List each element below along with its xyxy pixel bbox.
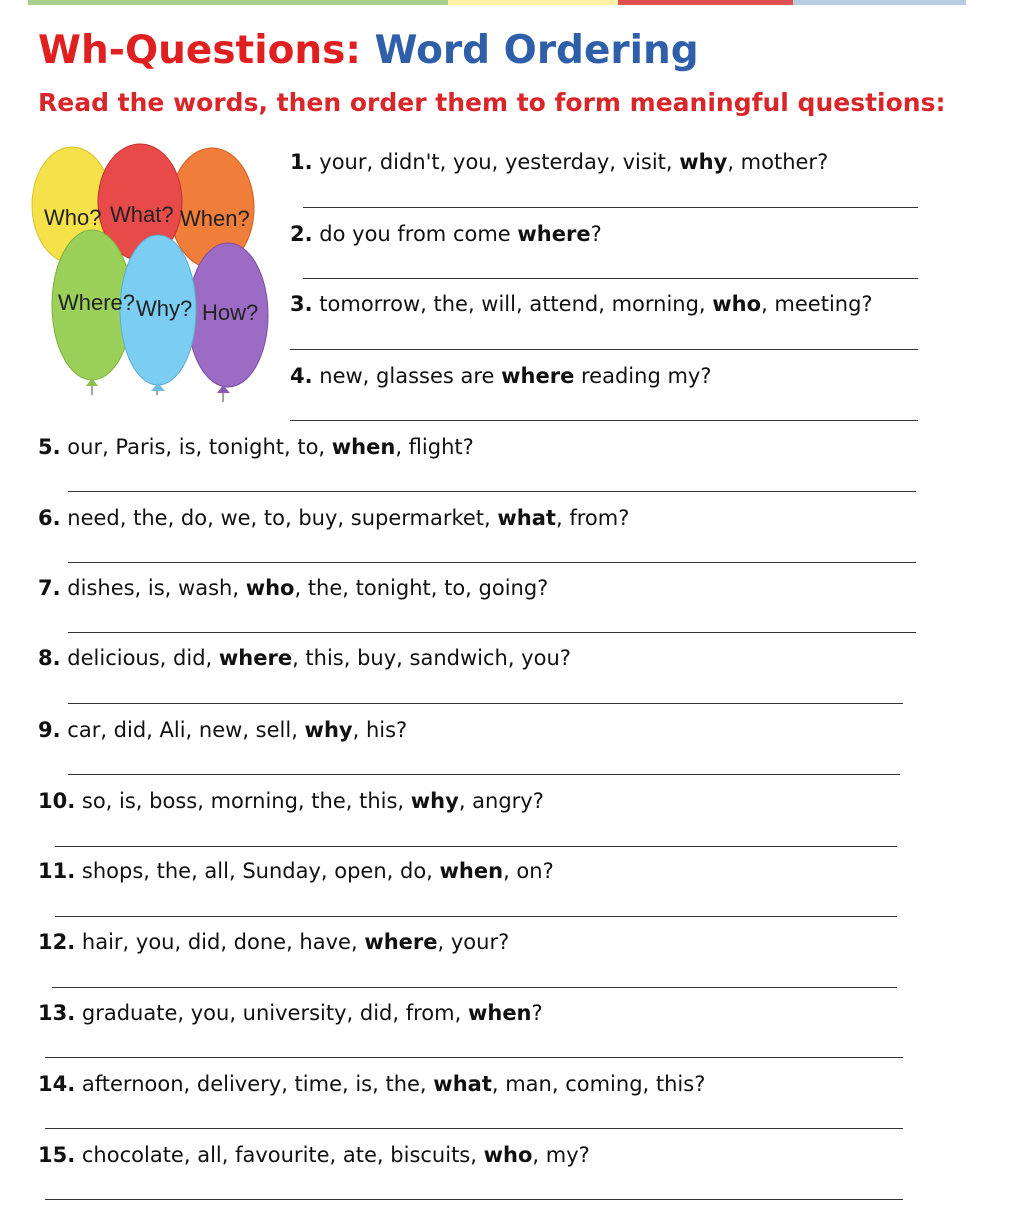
instructions: Read the words, then order them to form meaningful questions:	[38, 88, 946, 117]
answer-line-9[interactable]	[68, 774, 900, 775]
question-number: 1.	[290, 150, 313, 174]
question-text-pre: do you from come	[319, 222, 518, 246]
question-number: 7.	[38, 576, 61, 600]
question-wh-word: where	[364, 930, 438, 954]
question-text-post: , my?	[532, 1143, 590, 1167]
question-9	[38, 718, 407, 742]
question-text-post: ?	[531, 1001, 543, 1025]
question-15	[38, 1143, 590, 1167]
question-text-post: , mother?	[727, 150, 829, 174]
answer-line-5[interactable]	[68, 491, 916, 492]
question-8	[38, 646, 571, 670]
question-text-post: ?	[590, 222, 602, 246]
question-text-pre: afternoon, delivery, time, is, the,	[81, 1072, 434, 1096]
question-wh-word: when	[439, 859, 504, 883]
question-number: 6.	[38, 506, 61, 530]
question-wh-word: where	[218, 646, 293, 670]
title-part-2: Word Ordering	[374, 28, 699, 73]
answer-line-1[interactable]	[303, 207, 918, 208]
question-number: 11.	[38, 859, 76, 883]
question-number: 14.	[38, 1072, 76, 1096]
question-wh-word: what	[433, 1072, 492, 1096]
answer-line-2[interactable]	[303, 278, 918, 279]
question-4	[290, 364, 711, 388]
question-text-post: , this, buy, sandwich, you?	[292, 646, 571, 670]
question-wh-word: why	[304, 718, 353, 742]
question-text-post: , from?	[555, 506, 630, 530]
page-title	[38, 28, 699, 73]
question-text-post: , man, coming, this?	[491, 1072, 706, 1096]
answer-line-10[interactable]	[55, 846, 897, 847]
question-text-post: reading my?	[574, 364, 712, 388]
question-number: 9.	[38, 718, 61, 742]
answer-line-6[interactable]	[68, 562, 916, 563]
balloon-label-where: Where?	[58, 290, 136, 315]
question-2	[290, 222, 602, 246]
answer-line-7[interactable]	[68, 632, 916, 633]
question-text-pre: delicious, did,	[67, 646, 219, 670]
question-text-post: , your?	[437, 930, 510, 954]
question-11	[38, 859, 554, 883]
answer-line-12[interactable]	[52, 987, 897, 988]
topbar-segment-blue	[793, 0, 966, 5]
question-13	[38, 1001, 543, 1025]
question-number: 5.	[38, 435, 61, 459]
answer-line-14[interactable]	[45, 1128, 903, 1129]
question-wh-word: why	[679, 150, 728, 174]
answer-line-13[interactable]	[45, 1057, 903, 1058]
answer-line-8[interactable]	[68, 703, 903, 704]
question-5	[38, 435, 474, 459]
question-text-pre: so, is, boss, morning, the, this,	[81, 789, 411, 813]
question-wh-word: why	[410, 789, 459, 813]
balloons-illustration	[30, 140, 280, 410]
question-14	[38, 1072, 705, 1096]
question-text-pre: dishes, is, wash,	[67, 576, 246, 600]
question-text-pre: need, the, do, we, to, buy, supermarket,	[67, 506, 498, 530]
question-text-pre: graduate, you, university, did, from,	[81, 1001, 468, 1025]
answer-line-11[interactable]	[55, 916, 897, 917]
topbar-segment-green	[28, 0, 448, 5]
answer-line-3[interactable]	[290, 349, 918, 350]
question-wh-word: where	[501, 364, 575, 388]
question-number: 4.	[290, 364, 313, 388]
balloon-label-when: When?	[180, 206, 250, 231]
question-text-post: , his?	[352, 718, 408, 742]
balloon-label-why: Why?	[136, 296, 193, 321]
question-wh-word: when	[331, 435, 396, 459]
question-1	[290, 150, 828, 174]
question-text-pre: tomorrow, the, will, attend, morning,	[319, 292, 713, 316]
answer-line-4[interactable]	[290, 420, 918, 421]
question-wh-word: what	[497, 506, 556, 530]
question-wh-word: where	[517, 222, 591, 246]
question-number: 10.	[38, 789, 76, 813]
question-text-post: , the, tonight, to, going?	[294, 576, 549, 600]
question-7	[38, 576, 548, 600]
question-text-pre: chocolate, all, favourite, ate, biscuits,	[81, 1143, 484, 1167]
question-text-pre: your, didn't, you, yesterday, visit,	[319, 150, 680, 174]
question-number: 2.	[290, 222, 313, 246]
top-color-bar	[28, 0, 966, 5]
question-10	[38, 789, 544, 813]
question-text-post: , on?	[503, 859, 554, 883]
title-part-1: Wh-Questions:	[38, 28, 361, 73]
question-wh-word: when	[467, 1001, 532, 1025]
question-number: 3.	[290, 292, 313, 316]
balloon-label-how: How?	[202, 300, 259, 325]
question-6	[38, 506, 629, 530]
question-number: 15.	[38, 1143, 76, 1167]
question-text-post: , meeting?	[761, 292, 873, 316]
question-text-pre: shops, the, all, Sunday, open, do,	[81, 859, 440, 883]
topbar-segment-yellow	[448, 0, 618, 5]
balloon-label-what: What?	[110, 202, 174, 227]
question-wh-word: who	[712, 292, 762, 316]
question-text-pre: our, Paris, is, tonight, to,	[67, 435, 332, 459]
question-number: 13.	[38, 1001, 76, 1025]
question-text-post: , angry?	[458, 789, 544, 813]
topbar-segment-red	[618, 0, 793, 5]
question-text-pre: new, glasses are	[319, 364, 502, 388]
question-number: 12.	[38, 930, 76, 954]
answer-line-15[interactable]	[45, 1199, 903, 1200]
question-text-post: , flight?	[395, 435, 474, 459]
question-wh-word: who	[245, 576, 295, 600]
question-wh-word: who	[483, 1143, 533, 1167]
balloon-label-who: Who?	[44, 205, 102, 230]
question-text-pre: car, did, Ali, new, sell,	[67, 718, 305, 742]
question-text-pre: hair, you, did, done, have,	[81, 930, 365, 954]
question-12	[38, 930, 509, 954]
question-3	[290, 292, 873, 316]
question-number: 8.	[38, 646, 61, 670]
